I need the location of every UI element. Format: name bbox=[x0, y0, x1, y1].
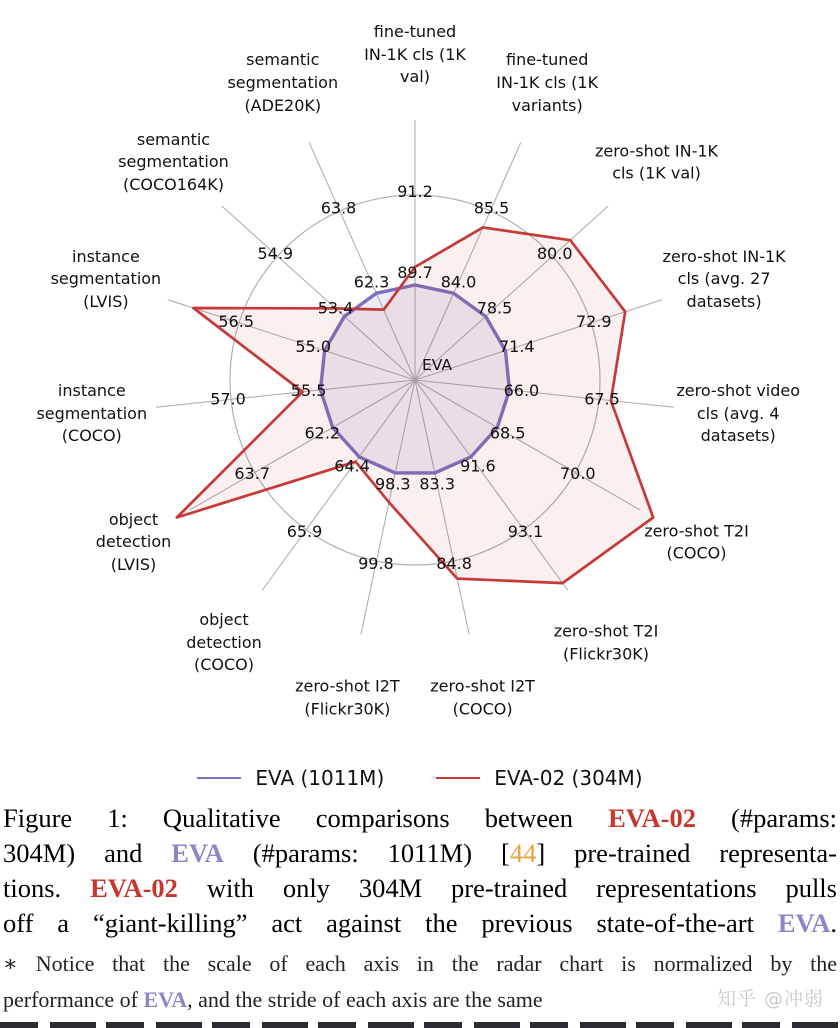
axis-label-line: detection bbox=[95, 532, 172, 552]
legend-label-eva: EVA (1011M) bbox=[255, 766, 385, 790]
text-segment-p: tions. bbox=[3, 873, 91, 903]
axis-label-3 bbox=[557, 140, 757, 185]
inner-tick-label: 83.3 bbox=[419, 474, 456, 494]
axis-label-7 bbox=[506, 620, 706, 665]
axis-label-line: semantic bbox=[136, 129, 211, 149]
watermark: 知乎 @冲弱 bbox=[716, 988, 824, 1010]
axis-label-line: (LVIS) bbox=[83, 291, 129, 311]
axis-label-4 bbox=[624, 246, 824, 314]
figure-footnote bbox=[3, 946, 837, 1018]
inner-tick-label: 62.2 bbox=[304, 423, 341, 443]
text-segment-eva: EVA bbox=[777, 908, 831, 938]
text-segment-p: 304M) and bbox=[3, 838, 172, 868]
outer-tick-label: 80.0 bbox=[536, 244, 573, 264]
clipped-next-text-line bbox=[0, 1022, 840, 1028]
eva-line-swatch bbox=[197, 777, 241, 779]
axis-label-line: segmentation bbox=[118, 152, 229, 172]
axis-label-line: zero-shot T2I bbox=[553, 621, 659, 641]
axis-label-line: datasets) bbox=[700, 426, 776, 446]
outer-tick-label: 67.5 bbox=[584, 389, 620, 409]
inner-tick-label: 53.4 bbox=[317, 298, 354, 318]
legend-item-eva02 bbox=[436, 766, 642, 790]
axis-label-line: datasets) bbox=[686, 291, 762, 311]
axis-label-10 bbox=[124, 609, 324, 677]
eva02-line-swatch bbox=[436, 777, 480, 779]
footnote-line bbox=[3, 946, 837, 982]
axis-label-line: cls (avg. 27 bbox=[677, 269, 771, 289]
inner-tick-label: 66.0 bbox=[503, 381, 540, 401]
outer-tick-label: 70.0 bbox=[559, 464, 596, 483]
axis-label-5 bbox=[638, 380, 838, 448]
axis-label-line: (Flickr30K) bbox=[304, 698, 391, 718]
center-label: EVA bbox=[421, 356, 453, 374]
axis-label-line: (COCO) bbox=[666, 543, 727, 563]
text-segment-p: performance of bbox=[3, 987, 144, 1012]
text-segment-p: (#params: bbox=[695, 803, 837, 833]
axis-label-line: (COCO164K) bbox=[122, 174, 225, 194]
inner-tick-label: 91.6 bbox=[460, 456, 496, 476]
text-segment-p: off a “giant-killing” act against the previous state-of-the-art bbox=[3, 908, 778, 938]
axis-label-line: instance bbox=[72, 246, 140, 266]
axis-label-2 bbox=[447, 49, 647, 117]
inner-tick-label: 89.7 bbox=[397, 263, 433, 282]
inner-tick-label: 64.4 bbox=[334, 456, 370, 476]
axis-label-line: val) bbox=[400, 67, 430, 87]
axis-label-line: variants) bbox=[511, 95, 583, 115]
inner-tick-label: 55.5 bbox=[290, 381, 327, 401]
footnote-line bbox=[3, 982, 837, 1018]
text-segment-cite: 44 bbox=[509, 838, 537, 868]
axis-label-line: IN-1K cls (1K bbox=[496, 72, 599, 92]
inner-tick-label: 78.5 bbox=[476, 298, 513, 318]
inner-tick-label: 98.3 bbox=[374, 474, 411, 494]
outer-tick-label: 65.9 bbox=[286, 522, 323, 542]
text-segment-p: Figure 1: Qualitative comparisons between bbox=[3, 803, 609, 833]
caption-line bbox=[3, 836, 837, 871]
axis-label-line: object bbox=[108, 509, 159, 529]
inner-tick-label: 84.0 bbox=[440, 272, 477, 292]
axis-label-line: segmentation bbox=[36, 403, 148, 423]
axis-label-line: instance bbox=[57, 380, 126, 400]
inner-tick-label: 68.5 bbox=[489, 423, 526, 443]
text-segment-p: ] pre-trained representa- bbox=[536, 838, 837, 868]
outer-tick-label: 63.7 bbox=[234, 464, 271, 483]
axis-label-11 bbox=[34, 508, 234, 576]
chart-legend bbox=[0, 760, 840, 796]
caption-line bbox=[3, 906, 837, 941]
axis-label-line: detection bbox=[186, 632, 262, 652]
axis-label-line: object bbox=[199, 609, 249, 629]
axis-label-line: zero-shot video bbox=[676, 380, 801, 400]
axis-label-line: (ADE20K) bbox=[244, 95, 322, 115]
text-segment-eva: EVA bbox=[171, 838, 224, 868]
text-segment-p: ∗ Notice that the scale of each axis in the radar chart is normalized by the bbox=[3, 951, 837, 976]
axis-label-line: zero-shot IN-1K bbox=[662, 246, 786, 266]
outer-tick-label: 99.8 bbox=[358, 553, 394, 573]
axis-label-13 bbox=[6, 246, 206, 314]
axis-label-line: zero-shot T2I bbox=[644, 520, 749, 540]
legend-item-eva bbox=[197, 766, 384, 790]
text-segment-eva02: EVA-02 bbox=[90, 873, 178, 903]
outer-tick-label: 85.5 bbox=[473, 198, 510, 218]
text-segment-eva02: EVA-02 bbox=[608, 803, 696, 833]
inner-tick-label: 71.4 bbox=[498, 336, 535, 356]
axis-label-9 bbox=[247, 675, 447, 720]
text-segment-p: (#params: 1011M) [ bbox=[223, 838, 510, 868]
axis-label-14 bbox=[74, 128, 274, 196]
axis-label-line: (LVIS) bbox=[110, 554, 157, 574]
axis-label-line: cls (1K val) bbox=[612, 163, 701, 183]
axis-label-12 bbox=[0, 380, 192, 448]
outer-tick-label: 54.9 bbox=[257, 244, 294, 264]
text-segment-eva: EVA bbox=[143, 987, 188, 1012]
outer-tick-label: 84.8 bbox=[436, 553, 472, 573]
text-segment-p: with only 304M pre-trained representations pulls bbox=[177, 873, 837, 903]
outer-tick-label: 91.2 bbox=[397, 182, 433, 201]
outer-tick-label: 56.5 bbox=[218, 311, 255, 331]
axis-label-line: (COCO) bbox=[452, 698, 513, 718]
text-segment-p: . bbox=[830, 908, 837, 938]
axis-label-line: zero-shot IN-1K bbox=[594, 140, 719, 160]
axis-label-line: fine-tuned bbox=[373, 21, 457, 41]
outer-tick-label: 57.0 bbox=[210, 389, 246, 409]
axis-label-line: zero-shot I2T bbox=[295, 676, 400, 696]
inner-tick-label: 55.0 bbox=[295, 336, 332, 356]
text-segment-p: , and the stride of each axis are the same bbox=[187, 987, 543, 1012]
inner-tick-label: 62.3 bbox=[353, 272, 390, 292]
axis-label-15 bbox=[183, 49, 383, 117]
axis-label-line: cls (avg. 4 bbox=[696, 403, 780, 423]
axis-label-line: (COCO) bbox=[193, 655, 254, 675]
axis-label-line: semantic bbox=[246, 50, 320, 70]
axis-label-line: fine-tuned bbox=[505, 50, 589, 70]
legend-label-eva02: EVA-02 (304M) bbox=[494, 766, 643, 790]
caption-line bbox=[3, 801, 837, 836]
axis-label-line: (COCO) bbox=[61, 426, 122, 446]
outer-tick-label: 72.9 bbox=[575, 311, 612, 331]
outer-tick-label: 63.8 bbox=[320, 198, 357, 218]
axis-label-line: (Flickr30K) bbox=[562, 643, 650, 663]
outer-tick-label: 93.1 bbox=[507, 522, 544, 542]
axis-label-line: segmentation bbox=[227, 72, 339, 92]
caption-line bbox=[3, 871, 837, 906]
axis-label-line: segmentation bbox=[50, 269, 162, 289]
axis-label-6 bbox=[597, 520, 797, 565]
axis-label-line: zero-shot I2T bbox=[430, 676, 535, 696]
axis-label-line: IN-1K cls (1K bbox=[364, 44, 466, 64]
figure-caption bbox=[3, 801, 837, 941]
